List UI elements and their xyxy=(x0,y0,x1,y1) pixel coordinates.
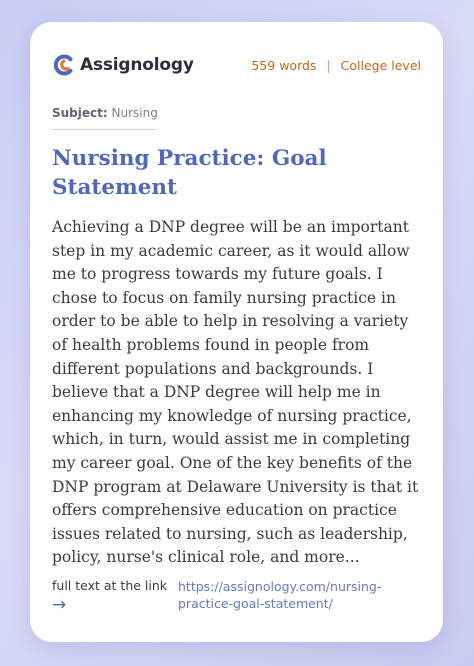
subject-line xyxy=(52,106,158,120)
full-text-label: full text at the link xyxy=(52,578,168,593)
assignology-logo-icon xyxy=(52,53,76,77)
essay-meta xyxy=(251,58,421,73)
word-count: 559 words xyxy=(251,57,317,73)
full-text-link[interactable]: https://assignology.com/nursing-practice-goal-statement/ xyxy=(178,579,382,611)
essay-excerpt: Achieving a DNP degree will be an important step in my academic career, as it would allow me to progress towards my future goals. I chose to focus on family nursing practice in order to be able to help in resolving a variety of health problems found in people from different populations and backgrounds. I believe that a DNP degree will help me in enhancing my knowledge of nursing practice, which, in turn, would assist me in completing my career goal. One of the key benefits of the DNP program at Delaware University is that it offers comprehensive education on practice issues related to nursing, such as leadership, policy, nurse's clinical role, and more... xyxy=(52,218,419,567)
brand-logo[interactable] xyxy=(52,53,194,77)
subject-divider xyxy=(52,129,156,130)
subject-label: Subject: xyxy=(52,106,108,120)
meta-separator: | xyxy=(326,57,331,73)
essay-card xyxy=(30,22,443,642)
essay-title: Nursing Practice: Goal Statement xyxy=(52,146,327,200)
arrow-right-icon: → xyxy=(52,595,67,615)
subject-value[interactable]: Nursing xyxy=(111,106,158,120)
academic-level: College level xyxy=(340,57,421,73)
brand-name: Assignology xyxy=(80,55,194,75)
card-header xyxy=(52,50,421,80)
